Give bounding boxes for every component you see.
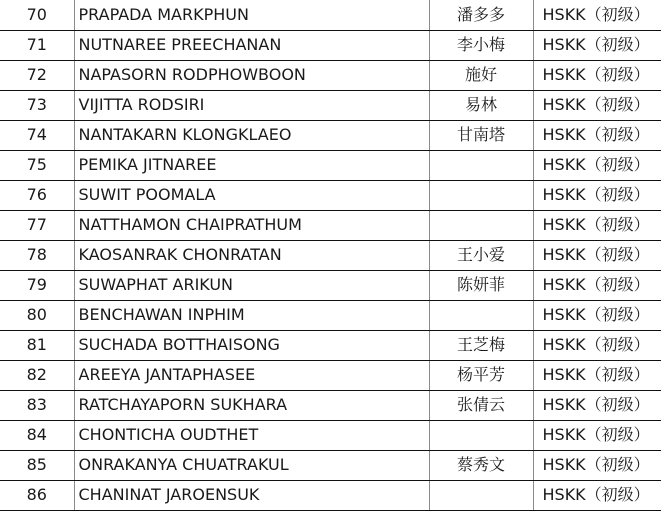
row-number-cell: 76 — [0, 180, 74, 210]
chinese-name-cell: 施好 — [429, 60, 533, 90]
table-row — [0, 330, 661, 360]
chinese-name-cell: 蔡秀文 — [429, 450, 533, 480]
exam-level-cell: HSKK（初级） — [533, 150, 661, 180]
student-name-cell: PRAPADA MARKPHUN — [74, 0, 429, 30]
table-row — [0, 30, 661, 60]
exam-level-cell: HSKK（初级） — [533, 210, 661, 240]
student-name-cell: KAOSANRAK CHONRATAN — [74, 240, 429, 270]
student-name-cell: NAPASORN RODPHOWBOON — [74, 60, 429, 90]
student-name-cell: PEMIKA JITNAREE — [74, 150, 429, 180]
student-name-cell: RATCHAYAPORN SUKHARA — [74, 390, 429, 420]
chinese-name-cell — [429, 420, 533, 450]
table-row — [0, 120, 661, 150]
exam-level-cell: HSKK（初级） — [533, 120, 661, 150]
chinese-name-cell: 潘多多 — [429, 0, 533, 30]
chinese-name-cell: 杨平芳 — [429, 360, 533, 390]
chinese-name-cell — [429, 480, 533, 510]
exam-level-cell: HSKK（初级） — [533, 330, 661, 360]
row-number-cell: 71 — [0, 30, 74, 60]
row-number-cell: 78 — [0, 240, 74, 270]
row-number-cell: 72 — [0, 60, 74, 90]
exam-level-cell: HSKK（初级） — [533, 480, 661, 510]
row-number-cell: 77 — [0, 210, 74, 240]
row-number-cell: 82 — [0, 360, 74, 390]
row-number-cell: 70 — [0, 0, 74, 30]
exam-level-cell: HSKK（初级） — [533, 300, 661, 330]
student-name-cell: SUCHADA BOTTHAISONG — [74, 330, 429, 360]
row-number-cell: 75 — [0, 150, 74, 180]
chinese-name-cell — [429, 150, 533, 180]
row-number-cell: 80 — [0, 300, 74, 330]
exam-level-cell: HSKK（初级） — [533, 240, 661, 270]
table-row — [0, 390, 661, 420]
student-name-cell: SUWAPHAT ARIKUN — [74, 270, 429, 300]
exam-level-cell: HSKK（初级） — [533, 60, 661, 90]
student-name-cell: CHONTICHA OUDTHET — [74, 420, 429, 450]
exam-level-cell: HSKK（初级） — [533, 30, 661, 60]
row-number-cell: 85 — [0, 450, 74, 480]
table-row — [0, 180, 661, 210]
chinese-name-cell: 王芝梅 — [429, 330, 533, 360]
student-name-cell: NANTAKARN KLONGKLAEO — [74, 120, 429, 150]
row-number-cell: 81 — [0, 330, 74, 360]
chinese-name-cell: 易林 — [429, 90, 533, 120]
table-row — [0, 240, 661, 270]
student-name-cell: SUWIT POOMALA — [74, 180, 429, 210]
table-row — [0, 360, 661, 390]
chinese-name-cell: 甘南塔 — [429, 120, 533, 150]
exam-level-cell: HSKK（初级） — [533, 420, 661, 450]
student-name-cell: ONRAKANYA CHUATRAKUL — [74, 450, 429, 480]
student-name-cell: AREEYA JANTAPHASEE — [74, 360, 429, 390]
table-row — [0, 450, 661, 480]
table-row — [0, 480, 661, 510]
chinese-name-cell — [429, 300, 533, 330]
exam-level-cell: HSKK（初级） — [533, 390, 661, 420]
exam-level-cell: HSKK（初级） — [533, 360, 661, 390]
table-row — [0, 60, 661, 90]
student-name-cell: BENCHAWAN INPHIM — [74, 300, 429, 330]
chinese-name-cell — [429, 180, 533, 210]
student-name-cell: CHANINAT JAROENSUK — [74, 480, 429, 510]
table-row — [0, 270, 661, 300]
row-number-cell: 79 — [0, 270, 74, 300]
row-number-cell: 74 — [0, 120, 74, 150]
table-row — [0, 150, 661, 180]
table-row — [0, 300, 661, 330]
table-row — [0, 210, 661, 240]
row-number-cell: 83 — [0, 390, 74, 420]
table-row — [0, 90, 661, 120]
chinese-name-cell: 王小爱 — [429, 240, 533, 270]
student-name-cell: NATTHAMON CHAIPRATHUM — [74, 210, 429, 240]
exam-level-cell: HSKK（初级） — [533, 450, 661, 480]
row-number-cell: 73 — [0, 90, 74, 120]
student-name-cell: NUTNAREE PREECHANAN — [74, 30, 429, 60]
chinese-name-cell — [429, 210, 533, 240]
table-row — [0, 0, 661, 30]
chinese-name-cell: 李小梅 — [429, 30, 533, 60]
exam-level-cell: HSKK（初级） — [533, 0, 661, 30]
exam-level-cell: HSKK（初级） — [533, 90, 661, 120]
exam-level-cell: HSKK（初级） — [533, 270, 661, 300]
student-name-cell: VIJITTA RODSIRI — [74, 90, 429, 120]
chinese-name-cell: 陈妍菲 — [429, 270, 533, 300]
table-row — [0, 420, 661, 450]
chinese-name-cell: 张倩云 — [429, 390, 533, 420]
row-number-cell: 84 — [0, 420, 74, 450]
row-number-cell: 86 — [0, 480, 74, 510]
exam-level-cell: HSKK（初级） — [533, 180, 661, 210]
